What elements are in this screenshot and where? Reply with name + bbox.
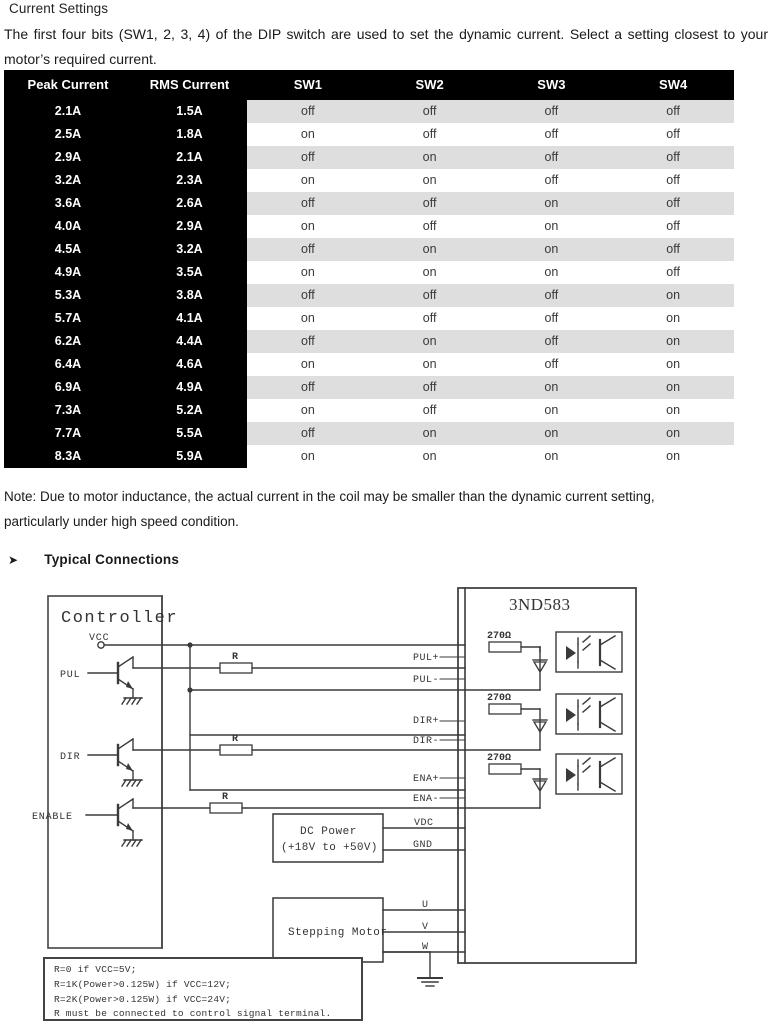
cell-sw1: off bbox=[247, 192, 369, 215]
dc-power-box bbox=[273, 814, 383, 862]
cell-peak-current: 3.2A bbox=[4, 169, 132, 192]
cell-sw2: off bbox=[369, 100, 491, 123]
current-settings-table bbox=[4, 70, 734, 468]
cell-peak-current: 6.4A bbox=[4, 353, 132, 376]
label-vcc: VCC bbox=[89, 633, 110, 644]
cell-sw1: on bbox=[247, 353, 369, 376]
label-resistor-dir: R bbox=[232, 734, 239, 745]
cell-peak-current: 4.0A bbox=[4, 215, 132, 238]
cell-rms-current: 4.1A bbox=[132, 307, 247, 330]
cell-sw4: on bbox=[612, 330, 734, 353]
cell-sw3: on bbox=[491, 422, 613, 445]
typical-connections-label: Typical Connections bbox=[44, 552, 180, 567]
cell-sw3: on bbox=[491, 445, 613, 468]
cell-sw3: off bbox=[491, 330, 613, 353]
cell-rms-current: 2.6A bbox=[132, 192, 247, 215]
cell-peak-current: 5.7A bbox=[4, 307, 132, 330]
note-box-line-3: R=2K(Power>0.125W) if VCC=24V; bbox=[54, 994, 232, 1005]
cell-sw4: on bbox=[612, 307, 734, 330]
cell-sw1: on bbox=[247, 399, 369, 422]
cell-sw3: on bbox=[491, 399, 613, 422]
table-row bbox=[4, 284, 734, 307]
cell-sw1: on bbox=[247, 215, 369, 238]
cell-sw2: off bbox=[369, 399, 491, 422]
dc-power-label-line1: DC Power bbox=[300, 826, 357, 838]
table-row bbox=[4, 330, 734, 353]
cell-peak-current: 2.1A bbox=[4, 100, 132, 123]
label-270ohm-pul: 270Ω bbox=[487, 631, 512, 642]
cell-sw2: on bbox=[369, 445, 491, 468]
label-270ohm-dir: 270Ω bbox=[487, 693, 512, 704]
typical-connections-diagram bbox=[0, 580, 784, 1034]
cell-sw4: off bbox=[612, 261, 734, 284]
table-row bbox=[4, 100, 734, 123]
cell-sw3: on bbox=[491, 376, 613, 399]
cell-sw2: on bbox=[369, 330, 491, 353]
label-pul: PUL bbox=[60, 670, 81, 681]
cell-rms-current: 3.2A bbox=[132, 238, 247, 261]
typical-connections-heading bbox=[8, 552, 179, 567]
label-resistor-enable: R bbox=[222, 792, 229, 803]
table-row bbox=[4, 123, 734, 146]
table-header-row bbox=[4, 70, 734, 100]
intro-paragraph: The first four bits (SW1, 2, 3, 4) of the DIP switch are used to set the dynamic current. Select a setting closest to your motor’s required current. bbox=[4, 26, 768, 67]
cell-rms-current: 1.8A bbox=[132, 123, 247, 146]
cell-sw4: on bbox=[612, 353, 734, 376]
note-box-line-1: R=0 if VCC=5V; bbox=[54, 964, 137, 975]
note-box-line-4: R must be connected to control signal terminal. bbox=[54, 1008, 332, 1019]
cell-sw4: on bbox=[612, 376, 734, 399]
table-row bbox=[4, 376, 734, 399]
cell-peak-current: 6.2A bbox=[4, 330, 132, 353]
table-row bbox=[4, 353, 734, 376]
cell-sw4: on bbox=[612, 399, 734, 422]
cell-sw4: off bbox=[612, 123, 734, 146]
table-row bbox=[4, 238, 734, 261]
terminal-gnd: GND bbox=[413, 840, 433, 851]
cell-sw1: on bbox=[247, 169, 369, 192]
terminal-vdc: VDC bbox=[414, 818, 434, 829]
cell-sw1: off bbox=[247, 146, 369, 169]
cell-sw2: on bbox=[369, 238, 491, 261]
table-body bbox=[4, 100, 734, 468]
note-line-2: particularly under high speed condition. bbox=[4, 514, 239, 529]
cell-sw3: off bbox=[491, 123, 613, 146]
cell-rms-current: 4.9A bbox=[132, 376, 247, 399]
table-row bbox=[4, 215, 734, 238]
cell-peak-current: 7.3A bbox=[4, 399, 132, 422]
cell-sw4: off bbox=[612, 169, 734, 192]
cell-sw1: off bbox=[247, 422, 369, 445]
cell-sw2: off bbox=[369, 307, 491, 330]
column-header-sw1: SW1 bbox=[247, 70, 369, 100]
column-header-sw3: SW3 bbox=[491, 70, 613, 100]
resistor-pul bbox=[220, 663, 252, 673]
terminal-ena-minus: ENA- bbox=[413, 794, 440, 805]
column-header-rms-current: RMS Current bbox=[132, 70, 247, 100]
cell-peak-current: 4.9A bbox=[4, 261, 132, 284]
cell-sw2: on bbox=[369, 422, 491, 445]
cell-rms-current: 4.6A bbox=[132, 353, 247, 376]
cell-sw3: on bbox=[491, 215, 613, 238]
cell-peak-current: 7.7A bbox=[4, 422, 132, 445]
cell-rms-current: 2.9A bbox=[132, 215, 247, 238]
cell-sw1: on bbox=[247, 307, 369, 330]
cell-sw3: off bbox=[491, 353, 613, 376]
resistor-dir bbox=[220, 745, 252, 755]
terminal-ena-plus: ENA+ bbox=[413, 774, 440, 785]
column-header-sw2: SW2 bbox=[369, 70, 491, 100]
cell-sw2: off bbox=[369, 215, 491, 238]
table-row bbox=[4, 422, 734, 445]
cell-peak-current: 2.5A bbox=[4, 123, 132, 146]
cell-sw1: off bbox=[247, 284, 369, 307]
cell-rms-current: 2.1A bbox=[132, 146, 247, 169]
cell-peak-current: 8.3A bbox=[4, 445, 132, 468]
cell-rms-current: 1.5A bbox=[132, 100, 247, 123]
cell-rms-current: 3.5A bbox=[132, 261, 247, 284]
cell-sw4: on bbox=[612, 284, 734, 307]
cell-sw1: on bbox=[247, 123, 369, 146]
cell-sw1: on bbox=[247, 261, 369, 284]
cell-rms-current: 3.8A bbox=[132, 284, 247, 307]
current-settings-table-wrapper bbox=[4, 70, 734, 468]
cell-sw2: off bbox=[369, 376, 491, 399]
table-row bbox=[4, 192, 734, 215]
terminal-pul-minus: PUL- bbox=[413, 675, 440, 686]
stepping-motor-label: Stepping Motor bbox=[288, 927, 388, 939]
terminal-dir-plus: DIR+ bbox=[413, 716, 440, 727]
cell-sw4: off bbox=[612, 100, 734, 123]
note-line-1: Note: Due to motor inductance, the actual current in the coil may be smaller than the dynamic current setting, bbox=[4, 489, 655, 504]
resistor-270-ena bbox=[489, 764, 521, 774]
cell-peak-current: 2.9A bbox=[4, 146, 132, 169]
cell-sw3: on bbox=[491, 238, 613, 261]
cell-sw4: off bbox=[612, 215, 734, 238]
cell-sw3: off bbox=[491, 169, 613, 192]
cell-sw4: off bbox=[612, 146, 734, 169]
cell-sw4: off bbox=[612, 238, 734, 261]
cell-sw2: on bbox=[369, 169, 491, 192]
terminal-v: V bbox=[422, 922, 429, 933]
cell-sw3: off bbox=[491, 100, 613, 123]
arrow-bullet-icon: ➤ bbox=[8, 553, 19, 567]
cell-sw2: off bbox=[369, 192, 491, 215]
resistor-270-dir bbox=[489, 704, 521, 714]
cell-peak-current: 6.9A bbox=[4, 376, 132, 399]
table-row bbox=[4, 169, 734, 192]
terminal-w: W bbox=[422, 942, 429, 953]
cell-sw4: on bbox=[612, 445, 734, 468]
table-row bbox=[4, 261, 734, 284]
label-dir: DIR bbox=[60, 752, 81, 763]
cell-rms-current: 5.5A bbox=[132, 422, 247, 445]
inductance-note bbox=[4, 484, 770, 534]
cell-sw3: off bbox=[491, 307, 613, 330]
terminal-dir-minus: DIR- bbox=[413, 736, 440, 747]
cell-sw3: on bbox=[491, 192, 613, 215]
cell-peak-current: 4.5A bbox=[4, 238, 132, 261]
cell-rms-current: 5.2A bbox=[132, 399, 247, 422]
cell-sw3: on bbox=[491, 261, 613, 284]
cell-rms-current: 2.3A bbox=[132, 169, 247, 192]
controller-box bbox=[48, 596, 162, 948]
cell-sw1: off bbox=[247, 376, 369, 399]
table-row bbox=[4, 445, 734, 468]
page-title: Current Settings bbox=[9, 1, 109, 16]
column-header-sw4: SW4 bbox=[612, 70, 734, 100]
cell-rms-current: 4.4A bbox=[132, 330, 247, 353]
cell-peak-current: 5.3A bbox=[4, 284, 132, 307]
cell-sw3: off bbox=[491, 146, 613, 169]
terminal-pul-plus: PUL+ bbox=[413, 653, 440, 664]
cell-sw1: on bbox=[247, 445, 369, 468]
table-row bbox=[4, 307, 734, 330]
label-enable: ENABLE bbox=[32, 812, 73, 823]
cell-sw2: on bbox=[369, 353, 491, 376]
cell-sw1: off bbox=[247, 238, 369, 261]
table-row bbox=[4, 399, 734, 422]
cell-sw3: off bbox=[491, 284, 613, 307]
label-270ohm-ena: 270Ω bbox=[487, 753, 512, 764]
cell-sw2: off bbox=[369, 284, 491, 307]
terminal-u: U bbox=[422, 900, 429, 911]
cell-sw4: off bbox=[612, 192, 734, 215]
resistor-enable bbox=[210, 803, 242, 813]
cell-sw4: on bbox=[612, 422, 734, 445]
resistor-270-pul bbox=[489, 642, 521, 652]
driver-title: 3ND583 bbox=[509, 595, 571, 614]
label-resistor-pul: R bbox=[232, 652, 239, 663]
cell-sw2: on bbox=[369, 146, 491, 169]
column-header-peak-current: Peak Current bbox=[4, 70, 132, 100]
note-box-line-2: R=1K(Power>0.125W) if VCC=12V; bbox=[54, 979, 232, 990]
cell-sw1: off bbox=[247, 100, 369, 123]
table-row bbox=[4, 146, 734, 169]
cell-sw2: off bbox=[369, 123, 491, 146]
cell-peak-current: 3.6A bbox=[4, 192, 132, 215]
controller-title: Controller bbox=[61, 609, 179, 628]
cell-sw2: on bbox=[369, 261, 491, 284]
cell-rms-current: 5.9A bbox=[132, 445, 247, 468]
dc-power-label-line2: (+18V to +50V) bbox=[281, 842, 378, 854]
cell-sw1: off bbox=[247, 330, 369, 353]
